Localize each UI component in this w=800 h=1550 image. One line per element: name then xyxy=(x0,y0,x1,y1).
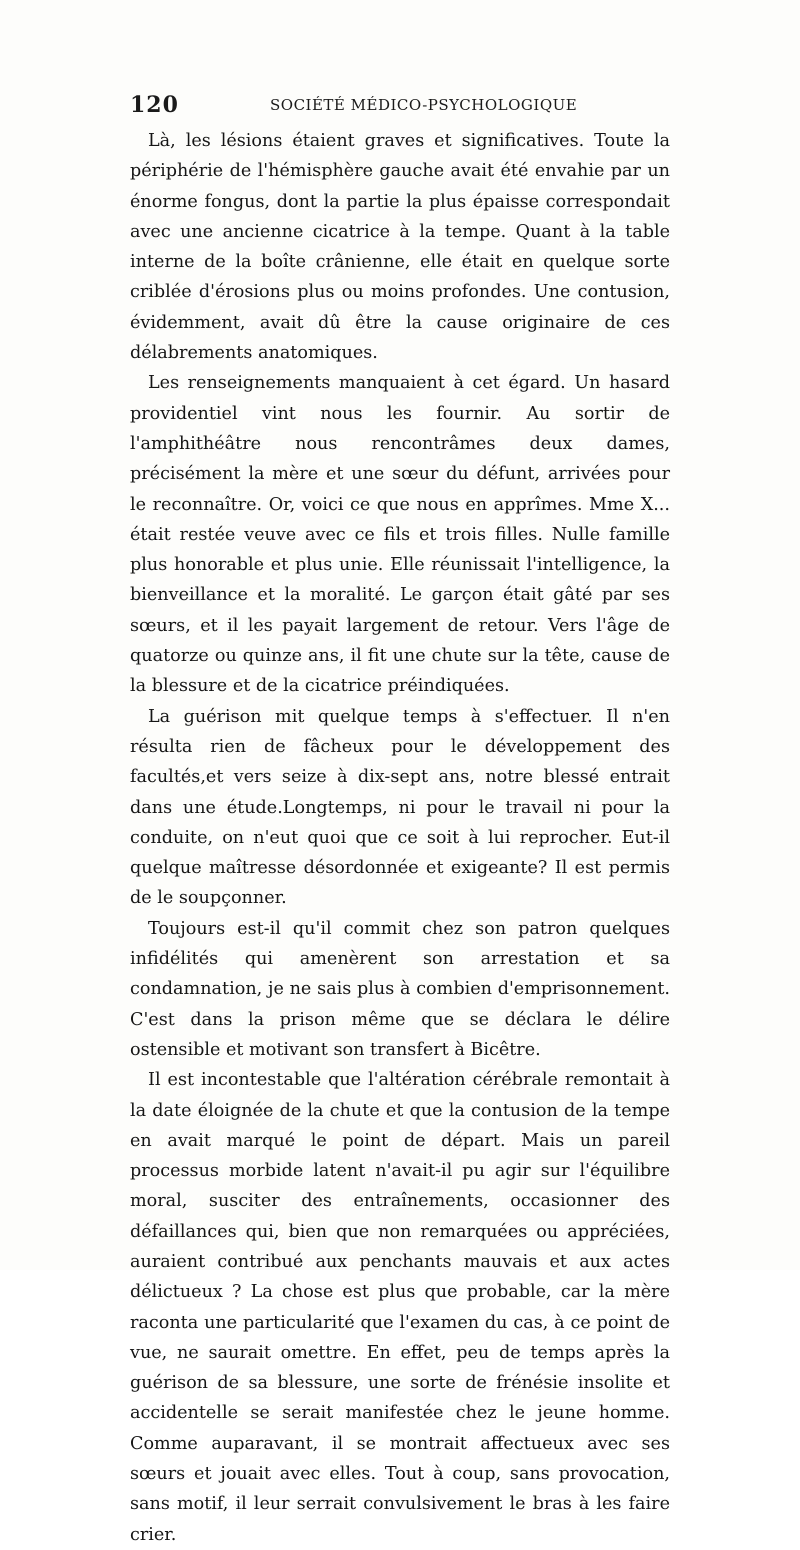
paragraph-5: Il est incontestable que l'altération cérébrale remontait à la date éloignée de la chute et que la contusion de la tempe en avait marqué le point de départ. Mais un pareil processus morbide latent n'avait-il pu agir sur l'équilibre moral, susciter des entraînements, occasionner des défaillances qui, bien que non remarquées ou appréciées, auraient contribué aux penchants mauvais et aux actes délictueux ? La chose est plus que probable, car la mère raconta une particularité que l'examen du cas, à ce point de vue, ne saurait omettre. En effet, peu de temps après la guérison de sa blessure, une sorte de frénésie insolite et accidentelle se serait manifestée chez le jeune homme. Comme auparavant, il se montrait affectueux avec ses sœurs et jouait avec elles. Tout à coup, sans provocation, sans motif, il leur serrait convulsivement le bras à les faire crier. xyxy=(130,1070,670,1545)
body-text xyxy=(130,126,670,1550)
paragraph-4: Toujours est-il qu'il commit chez son patron quelques infidélités qui amenèrent son arrestation et sa condamnation, je ne sais plus à combien d'emprisonnement. C'est dans la prison même que se déclara le délire ostensible et motivant son transfert à Bicêtre. xyxy=(130,918,670,1060)
paragraph-2: Les renseignements manquaient à cet égard. Un hasard providentiel vint nous les fournir. Au sortir de l'amphithéâtre nous rencontrâmes deux dames, précisément la mère et une sœur du défunt, arrivées pour le reconnaître. Or, voici ce que nous en apprîmes. Mme X... était restée veuve avec ce fils et trois filles. Nulle famille plus honorable et plus unie. Elle réunissait l'intelligence, la bienveillance et la moralité. Le garçon était gâté par ses sœurs, et il les payait largement de retour. Vers l'âge de quatorze ou quinze ans, il fit une chute sur la tête, cause de la blessure et de la cicatrice préindiquées. xyxy=(130,373,670,697)
page-header xyxy=(130,92,670,122)
paragraph-1: Là, les lésions étaient graves et significatives. Toute la périphérie de l'hémisphère gauche avait été envahie par un énorme fongus, dont la partie la plus épaisse correspondait avec une ancienne cicatrice à la tempe. Quant à la table interne de la boîte crânienne, elle était en quelque sorte criblée d'érosions plus ou moins profondes. Une contusion, évidemment, avait dû être la cause originaire de ces délabrements anatomiques. xyxy=(130,131,670,364)
page-number: 120 xyxy=(130,92,179,118)
running-title: SOCIÉTÉ MÉDICO-PSYCHOLOGIQUE xyxy=(270,96,578,114)
paragraph-3: La guérison mit quelque temps à s'effectuer. Il n'en résulta rien de fâcheux pour le développement des facultés,et vers seize à dix-sept ans, notre blessé entrait dans une étude.Longtemps, ni pour le travail ni pour la conduite, on n'eut quoi que ce soit à lui reprocher. Eut-il quelque maîtresse désordonnée et exigeante? Il est permis de le soupçonner. xyxy=(130,706,670,909)
